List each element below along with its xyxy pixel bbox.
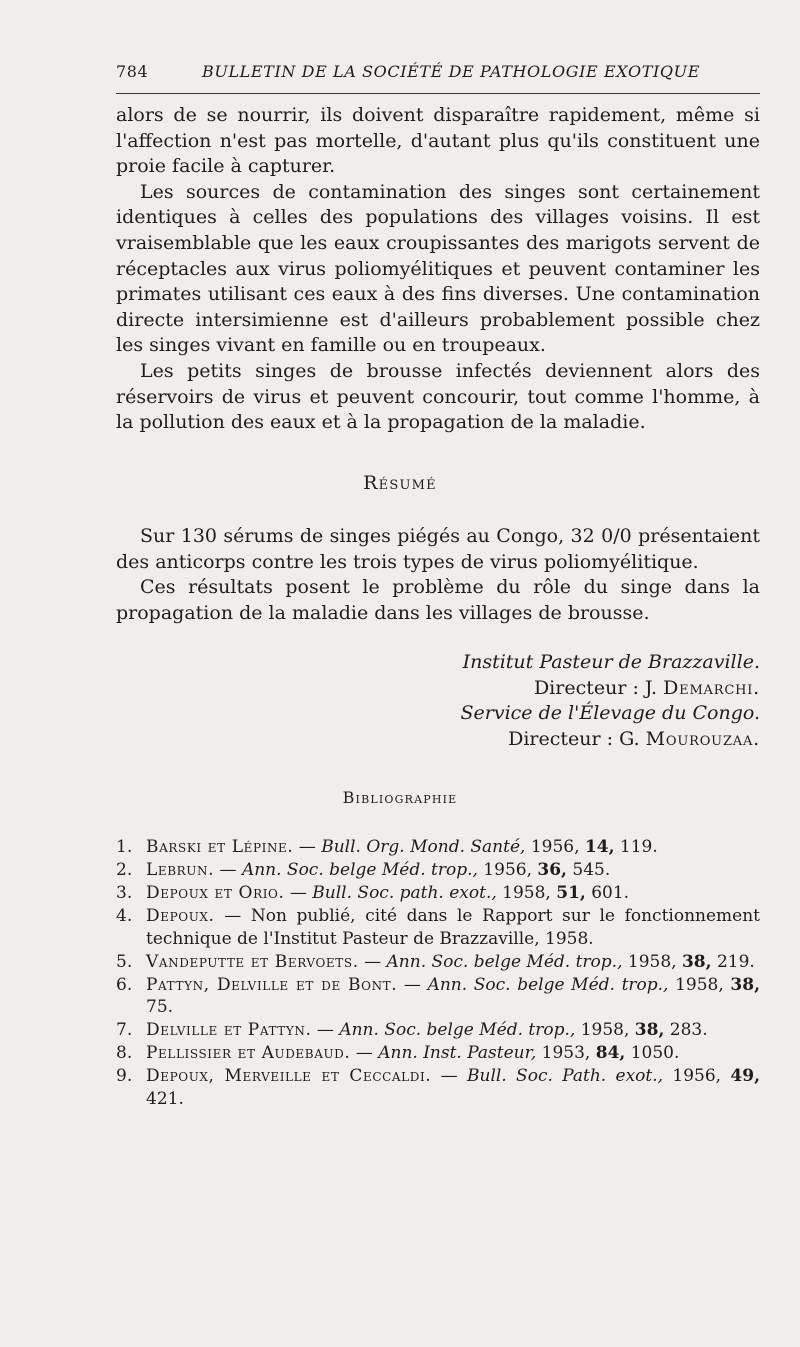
- reference-item: 4. Depoux. — Non publié, cité dans le Rapport sur le fonctionnement technique de l'Institut Pasteur de Brazzaville, 1958.: [116, 906, 760, 949]
- resume-paragraph-2: Ces résultats posent le problème du rôle du singe dans la propagation de la maladie dans les villages de brousse.: [116, 576, 760, 624]
- service-name: Service de l'Élevage du Congo.: [460, 702, 760, 725]
- resume-text: [116, 524, 760, 626]
- resume-heading: Résumé: [363, 472, 437, 494]
- reference-item: 1. Barski et Lépine. — Bull. Org. Mond. Santé, 1956, 14, 119.: [116, 837, 658, 857]
- director-2: Directeur : G. Mourouzaa.: [508, 727, 760, 750]
- reference-item: 6. Pattyn, Delville et de Bont. — Ann. Soc. belge Méd. trop., 1958, 38, 75.: [116, 974, 760, 1017]
- body-paragraph-2: Les sources de contamination des singes sont certainement identiques à celles des populations des villages voisins. Il est vraisemblable que les eaux croupissantes des marigots servent de réceptacles aux virus poliomyélitiques et peuvent contaminer les primates utilisant ces eaux à des fins diverses. Une contamination directe intersimienne est d'ailleurs probablement possible chez les singes vivant en famille ou en troupeaux.: [116, 180, 760, 357]
- resume-paragraph-1: Sur 130 sérums de singes piégés au Congo, 32 0/0 présentaient des anticorps contre les trois types de virus poliomyélitique.: [116, 525, 760, 573]
- reference-item: 9. Depoux, Merveille et Ceccaldi. — Bull. Soc. Path. exot., 1956, 49, 421.: [116, 1066, 760, 1109]
- reference-item: 7. Delville et Pattyn. — Ann. Soc. belge Méd. trop., 1958, 38, 283.: [116, 1020, 708, 1040]
- bibliography-heading: Bibliographie: [342, 788, 458, 807]
- header-rule: [116, 93, 760, 94]
- director-1: Directeur : J. Demarchi.: [533, 676, 760, 699]
- reference-item: 3. Depoux et Orio. — Bull. Soc. path. exot., 1958, 51, 601.: [116, 883, 630, 903]
- institute-name: Institut Pasteur de Brazzaville.: [462, 651, 760, 673]
- bibliography-list: [116, 836, 760, 1111]
- body-text: [116, 103, 760, 436]
- reference-item: 2. Lebrun. — Ann. Soc. belge Méd. trop., 1956, 36, 545.: [116, 860, 611, 880]
- signature-block: [400, 650, 760, 752]
- reference-item: 5. Vandeputte et Bervoets. — Ann. Soc. belge Méd. trop., 1958, 38, 219.: [116, 951, 755, 972]
- page-number: 784: [116, 62, 149, 81]
- body-paragraph-1: alors de se nourrir, ils doivent disparaître rapidement, même si l'affection n'est pas mortelle, d'autant plus qu'ils constituent une proie facile à capturer.: [116, 104, 760, 178]
- body-paragraph-3: Les petits singes de brousse infectés deviennent alors des réservoirs de virus et peuvent concourir, tout comme l'homme, à la pollution des eaux et à la propagation de la maladie.: [116, 359, 760, 434]
- running-title: BULLETIN DE LA SOCIÉTÉ DE PATHOLOGIE EXOTIQUE: [202, 62, 700, 81]
- reference-item: 8. Pellissier et Audebaud. — Ann. Inst. Pasteur, 1953, 84, 1050.: [116, 1043, 680, 1063]
